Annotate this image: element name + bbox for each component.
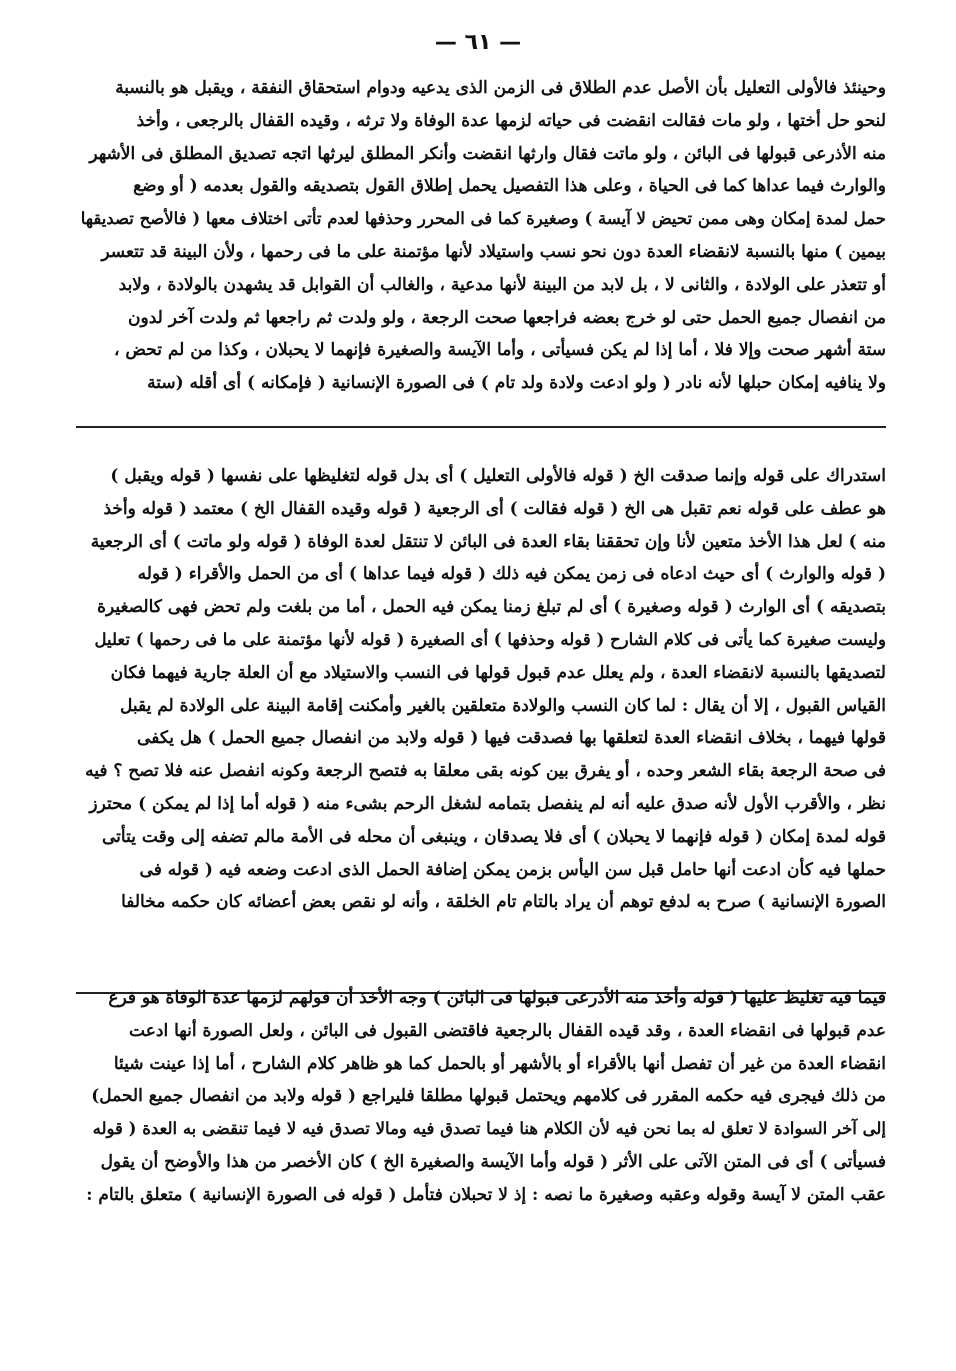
text-line: نظر ، والأقرب الأول لأنه صدق عليه أنه لم ينفصل بتمامه لشغل الرحم بشىء منه ( قوله أما إذا لم يمكن ) محترز [89, 793, 886, 814]
text-line: انقضاء العدة من غير أن تفصل أنها بالأقراء أو بالأشهر أو بالحمل كما هو ظاهر كلام الشارح ، أما إذا عينت شيئا [113, 1053, 886, 1074]
text-line: لتصديقها بالنسبة لانقضاء العدة ، ولم يعلل عدم قبول قولها فى النسب والاستيلاد مع أن العلة جارية فيهما فكان [110, 662, 886, 683]
text-line: وحينئذ فالأولى التعليل بأن الأصل عدم الطلاق فى الزمن الذى يدعيه ودوام استحقاق النفقة ، ويقبل هو بالنسبة [115, 78, 886, 98]
text-line: منه ) لعل هذا الأخذ متعين لأنا وإن تحققنا بقاء العدة فى البائن لا تنتقل لعدة الوفاة ( قوله ولو ماتت ) أى الرجعية [90, 531, 886, 552]
text-line: عدم قبولها فى انقضاء العدة ، وقد قيده القفال بالرجعية فاقتضى القبول فى البائن ، ولعل الصورة أنها ادعت [129, 1020, 886, 1041]
text-line: من انفصال جميع الحمل حتى لو خرج بعضه فراجعها صحت الرجعة ، ولو ولدت ثم راجعها ثم ولدت آخر لدون [128, 307, 886, 328]
text-line: إلى آخر السوادة لا تعلق له بما نحن فيه لأن الكلام هنا فيما تصدق فيه ومالا تصدق فيه لا فيما تنقضى به العدة ( قوله [92, 1119, 886, 1139]
text-line: قولها فيهما ، بخلاف انقضاء العدة لتعلقها بها فصدقت فيها ( قوله ولابد من انفصال جميع الحمل ) هل يكفى [137, 728, 886, 749]
text-line: والوارث فيما عداها كما فى الحياة ، وعلى هذا التفصيل يحمل إطلاق القول بتصديقه والقول بعدمه ( أو وضع [133, 176, 886, 197]
text-line: ولا ينافيه إمكان حبلها لأنه نادر ( ولو ادعت ولادة ولد تام ) فى الصورة الإنسانية ( فإمكانه ) أى أقله (ستة [147, 373, 886, 394]
text-line: فى صحة الرجعة بقاء الشعر وحده ، أو يفرق بين كونه بقى معلقا به فتصح الرجعة وكونه انفصل عنه فلا تصح ؟ فيه [85, 761, 886, 782]
text-line: من ذلك فيجرى فيه حكمه المقرر فى كلامهم ويحتمل قبولها مطلقا فليراجع ( قوله ولابد من انفصال جميع الحمل) [91, 1086, 886, 1107]
footnote-block-2 [74, 982, 886, 1212]
text-line: لنحو حل أختها ، ولو مات فقالت انقضت فى حياته لزمها عدة الوفاة ولا ترثه ، وقيده القفال بالرجعى ، وأخذ [136, 110, 886, 131]
text-line: حمل لمدة إمكان وهى ممن تحيض لا آيسة ) وصغيرة كما فى المحرر وحذفها لعدم تأتى اختلاف معها ( فالأصح تصديقها [80, 209, 886, 229]
text-line: هو عطف على قوله نعم تقبل هى الخ ( قوله فقالت ) أى الرجعية ( قوله وقيده القفال الخ ) معتمد ( قوله وأخذ [103, 498, 886, 519]
text-line: القياس القبول ، إلا أن يقال : لما كان النسب والولادة متعلقين بالغير وأمكنت إقامة البينة على الولادة لم يقبل [119, 695, 886, 716]
text-line: بتصديقه ) أى الوارث ( قوله وصغيرة ) أى لم تبلغ زمنا يمكن فيه الحمل ، أما من بلغت ولم تحض فهى كالصغيرة [97, 597, 886, 618]
text-line: استدراك على قوله وإنما صدقت الخ ( قوله فالأولى التعليل ) أى بدل قوله لتغليظها على نفسها ( قوله ويقبل ) [110, 466, 886, 486]
footnote-block-1 [74, 460, 886, 919]
separator-rule [76, 426, 886, 428]
text-line: وليست صغيرة كما يأتى فى كلام الشارح ( قوله وحذفها ) أى الصغيرة ( قوله لأنها مؤتمنة على ما فى رحمها ) تعليل [94, 629, 886, 649]
page-number: — ٦١ — [434, 30, 522, 55]
text-line: عقب المتن لا آيسة وقوله وعقبه وصغيرة ما نصه : إذ لا تحبلان فتأمل ( قوله فى الصورة الإنسانية ) متعلق بالتام : [86, 1184, 886, 1205]
text-line: ستة أشهر صحت وإلا فلا ، أما إذا لم يكن فسيأتى ، وأما الآيسة والصغيرة فإنهما لا يحبلان ، وكذا من لم تحض ، [113, 340, 886, 361]
main-text [74, 72, 886, 400]
text-line: قوله لمدة إمكان ( قوله فإنهما لا يحبلان ) أى فلا يصدقان ، وينبغى أن محله فى الأمة مالم تضفه إلى وقت يتأتى [102, 826, 886, 847]
text-line: فسيأتى ) أى فى المتن الآتى على الأثر ( قوله وأما الآيسة والصغيرة الخ ) كان الأخصر من هذا والأوضح أن يقول [100, 1151, 886, 1172]
text-line: أو تتعذر على الولادة ، والثانى لا ، بل لابد من البينة لأنها مدعية ، والغالب أن القوابل قد يشهدن بالولادة ، ولابد [118, 274, 886, 295]
text-line: منه الأذرعى قبولها فى البائن ، ولو ماتت فقال وارثها انقضت وأنكر المطلق ليرثها اتجه تصديق المطلق فى الأشهر [89, 143, 886, 164]
text-line: بيمين ) منها بالنسبة لانقضاء العدة دون نحو نسب واستيلاد لأنها مؤتمنة على ما فى رحمها ، ولأن البينة قد تتعسر [101, 241, 886, 262]
text-line: ( قوله والوارث ) أى حيث ادعاه فى زمن يمكن فيه ذلك ( قوله فيما عداها ) أى من الحمل والأقراء ( قوله [137, 564, 886, 585]
text-line: الصورة الإنسانية ) صرح به لدفع توهم أن يراد بالتام تام الخلقة ، وأنه لو نقص بعض أعضائه كان حكمه مخالفا [121, 892, 886, 913]
text-line: حملها فيه كأن ادعت أنها حامل قبل سن اليأس بزمن يمكن إضافة الحمل الذى ادعت وضعه فيه ( قوله فى [139, 859, 886, 880]
text-line: فيما فيه تغليظ عليها ( قوله وأخذ منه الأذرعى قبولها فى البائن ) وجه الأخذ أن قولهم لزمها عدة الوفاة هو فرع [108, 988, 886, 1008]
